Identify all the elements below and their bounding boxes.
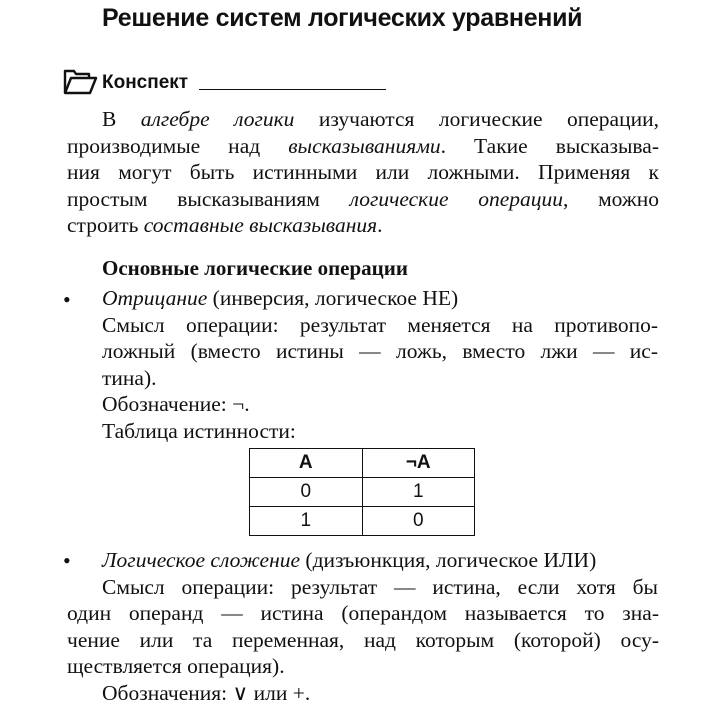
konspekt-underline [199, 89, 386, 90]
table-cell: 1 [362, 478, 475, 507]
konspekt-header [62, 62, 386, 96]
disjunction-continuation [67, 600, 659, 680]
table-header-not-a: ¬A [362, 449, 475, 478]
negation-meaning-3: тина). [102, 365, 157, 390]
disjunction-notation: Обозначения: ∨ или +. [102, 681, 311, 705]
table-cell: 1 [250, 507, 363, 536]
folder-icon [62, 66, 98, 96]
negation-meaning-2: ложный (вместо истины — ложь, вместо лжи — ис- [102, 339, 658, 363]
disjunction-meaning-4: ществляется операция). [67, 654, 285, 678]
intro-line-5: строить составные высказывания. [67, 213, 383, 237]
table-header-row [250, 449, 475, 478]
intro-line-3: ния могут быть истинными или ложными. Применяя к [67, 160, 659, 184]
table-header-a: A [250, 449, 363, 478]
section-heading: Основные логические операции [102, 256, 408, 280]
table-row [250, 507, 475, 536]
intro-line-2: производимые над высказываниями. Такие высказыва- [67, 133, 660, 158]
negation-term-line: Отрицание (инверсия, логическое НЕ) [102, 286, 459, 310]
intro-line-4: простым высказываниям логические операции, можно [67, 186, 659, 211]
truth-table [249, 448, 475, 536]
intro-paragraph [67, 106, 659, 239]
negation-notation: Обозначение: ¬. [102, 392, 250, 416]
disjunction-meaning-1: Смысл операции: результат — истина, если хотя бы [102, 574, 658, 599]
negation-meaning-1: Смысл операции: результат меняется на противопо- [102, 312, 658, 337]
table-row [250, 478, 475, 507]
negation-block [102, 285, 658, 444]
intro-line-1: В алгебре логики изучаются логические операции, [102, 107, 659, 131]
table-cell: 0 [362, 507, 475, 536]
konspekt-label: Конспект [102, 72, 189, 93]
bullet-negation: • [63, 287, 71, 312]
disjunction-block [102, 547, 658, 600]
disjunction-meaning-3: чение или та переменная, над которым (которой) осу- [67, 627, 659, 652]
page-title: Решение систем логических уравнений [102, 4, 583, 32]
truth-table-label: Таблица истинности: [102, 418, 296, 443]
disjunction-meaning-2: один операнд — истина (операндом называется то зна- [67, 601, 659, 625]
table-cell: 0 [250, 478, 363, 507]
disjunction-term-line: Логическое сложение (дизъюнкция, логическое ИЛИ) [102, 548, 597, 572]
bullet-disjunction: • [63, 548, 71, 573]
